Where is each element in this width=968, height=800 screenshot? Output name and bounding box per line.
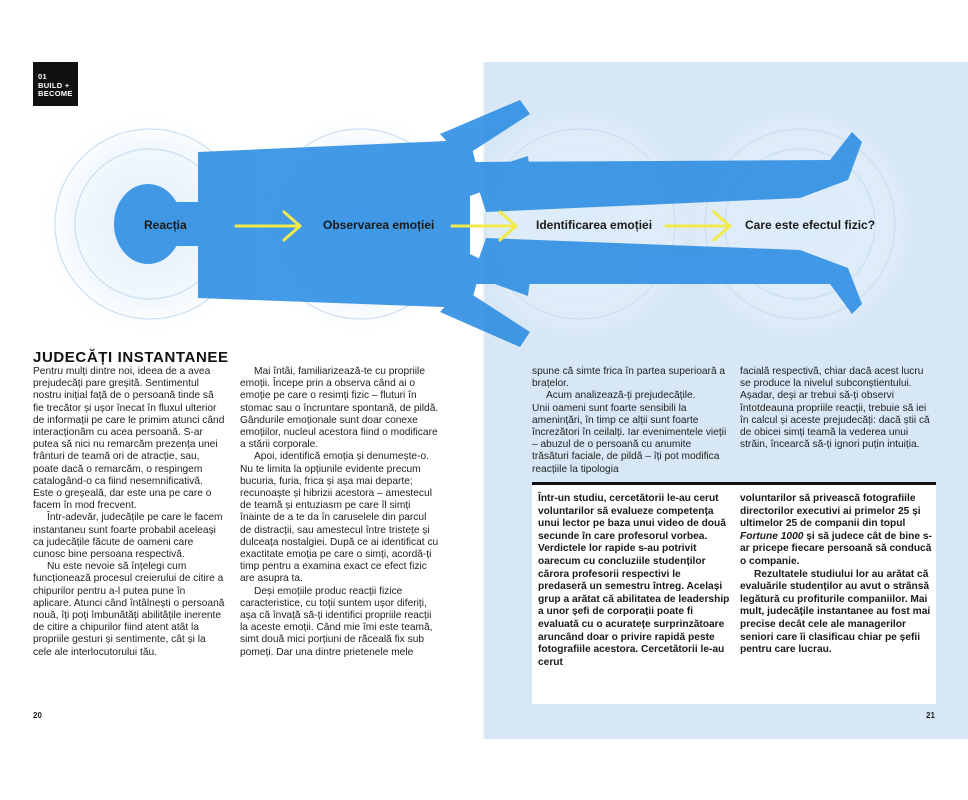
section-badge	[33, 62, 78, 106]
badge-line-1: BUILD +	[38, 80, 70, 90]
callout-paragraph: Într-un studiu, cercetătorii le-au cerut voluntarilor să evalueze competența unui lector pe baza unui video de două secunde în care profesorul vorbea. Verdictele lor rapide s-au potrivit oarecum cu concluziile studenților cărora profesorii respectivi le predaseră un semestru întreg. Același grup a arătat că abilitatea de leadership a unor șefi de corporații poate fi evaluată cu o acuratețe surprinzătoare aruncând doar o privire rapidă peste fotografiile acestora. Cercetătorii le-au cerut	[538, 493, 730, 668]
body-diagram-illustration	[0, 62, 968, 362]
paragraph: Nu este nevoie să înțelegi cum funcționează procesul creierului de citire a chipurilor pentru a-l putea pune în aplicare. Atunci când întâlnești o persoană nouă, îți poți îmbunătăți abilitățile inerente de citire a chipurilor fiind atent atât la propriile gesturi și sentimente, cât și la cele ale interlocutorului tău.	[33, 561, 225, 658]
callout-column-right	[740, 493, 932, 657]
page-number-right: 21	[926, 711, 935, 720]
paragraph: Pentru mulți dintre noi, ideea de a avea prejudecăți pare greșită. Sentimentul nostru inițial față de o persoană tinde să fie trecător și ușor înecat în fluxul ulterior de informații pe care le primim atunci când interacționăm cu acea persoană. S-ar putea să nici nu remarcăm prezența unei frânturi de teamă ori de atracție, sau, poate dacă o remarcăm, o respingem catalogând-o ca fiind nesemnificativă. Este o greșeală, dar este una pe care o facem în mod frecvent.	[33, 366, 225, 512]
paragraph: Acum analizează-ți prejudecățile.	[546, 390, 696, 402]
callout-paragraph: Rezultatele studiului lor au arătat că evaluările studenților au avut o strânsă legătură cu profiturile companiilor. Mai mult, judecățile instantanee au fost mai precise decât cele ale managerilor seniori care îi clasificau chiar pe șefii pentru care lucrau.	[740, 568, 931, 656]
badge-line-2: BECOME	[38, 89, 73, 98]
callout-column-left	[538, 493, 730, 669]
paragraph: Apoi, identifică emoția și denumește-o. Nu te limita la opțiunile evidente precum bucuria, furia, frica și așa mai departe; recunoaște și hibrizii acestora – amestecul de teamă și entuziasm pe care îl simți înainte de a te da în caruselele din parcul de distracții, sau amestecul între tristețe și dulceața nostalgiei. După ce ai identificat cu exactitate emoția pe care o simți, acordă-ți timp pentru a examina exact ce efect fizic are asupra ta.	[240, 451, 439, 585]
step-label-reaction: Reacția	[144, 218, 187, 232]
step-label-observe: Observarea emoției	[323, 218, 435, 232]
section-heading: JUDECĂȚI INSTANTANEE	[33, 349, 229, 366]
step-label-identify: Identificarea emoției	[536, 218, 653, 232]
step-label-physical-effect: Care este efectul fizic?	[745, 218, 876, 232]
paragraph: Mai întâi, familiarizează-te cu propriile emoții. Începe prin a observa când ai o emoție pe care o resimți fizic – fluturi în stomac sau o încruntare spontană, de pildă. Gândurile emoționale sunt doar conexe emoțiilor, nucleul acestora fiind o modificare a stării corporale.	[240, 366, 439, 451]
page-number-left: 20	[33, 711, 42, 720]
paragraph: Unii oameni sunt foarte sensibili la amenințări, în timp ce alții sunt foarte încrezători în ceilalți. Iar evenimentele vieții – abuzul de o persoană cu anumite trăsături faciale, de pildă – îți pot modifica reacțiile la tipologia	[532, 402, 727, 475]
badge-number: 01	[38, 72, 47, 81]
study-callout-box	[532, 482, 936, 704]
paragraph: Deși emoțiile produc reacții fizice caracteristice, cu toții suntem ușor diferiți, așa că învață să-ți identifici propriile reacții la aceste emoții. Când mie îmi este teamă, simt două mici porțiuni de răceală fix sub pomeți. Dar una dintre prietenele mele	[240, 585, 433, 658]
callout-paragraph: voluntarilor să privească fotografiile directorilor executivi ai primelor 25 și ultimelor 25 de companii din topul Fortune 1000 și să judece cât de bine s-ar pricepe fiecare persoană să conducă o companie.	[740, 493, 932, 567]
text-column-2	[240, 366, 440, 659]
text-column-3	[532, 366, 727, 476]
text-column-4	[740, 366, 935, 451]
paragraph: Într-adevăr, judecățile pe care le facem instantaneu sunt foarte probabil aceleași ca judecățile făcute de oameni care cunosc bine persoana respectivă.	[33, 512, 223, 561]
text-column-1	[33, 366, 225, 659]
fortune-1000-title: Fortune 1000	[740, 530, 804, 542]
paragraph: facială respectivă, chiar dacă acest lucru se produce la nivelul subconștientului. Așadar, deși ar trebui să-ți observi întotdeauna propriile reacții, trebuie să iei în calcul și aceste prejudecăți: dacă știi că de obicei simți teamă la vederea unui străin, încearcă să-ți ignori puțin intuiția.	[740, 366, 930, 451]
paragraph: spune că simte frica în partea superioară a brațelor.	[532, 366, 726, 390]
